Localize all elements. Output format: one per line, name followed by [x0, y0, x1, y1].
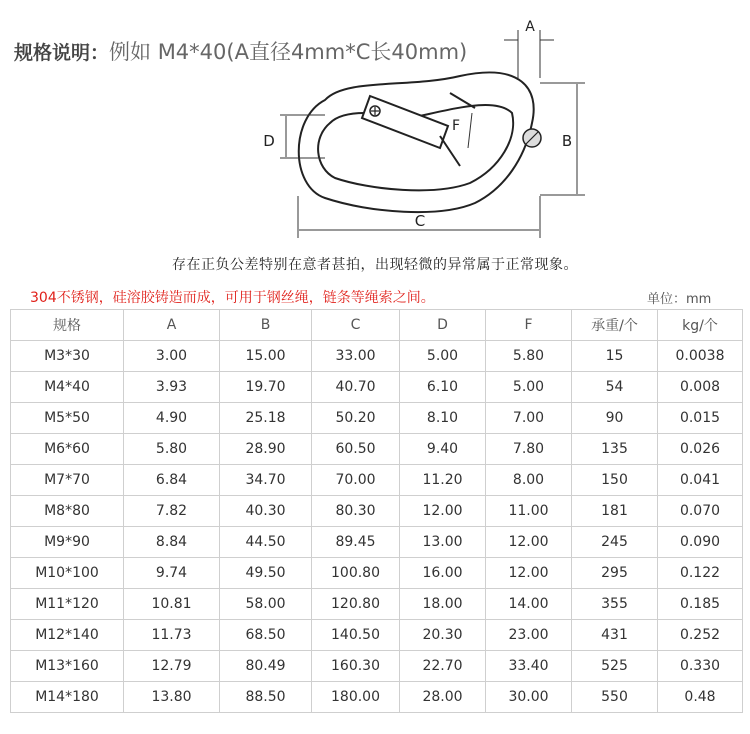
- table-row: [11, 372, 743, 403]
- table-cell: 0.0038: [658, 341, 743, 372]
- table-cell: M11*120: [11, 589, 124, 620]
- table-cell: 90: [572, 403, 658, 434]
- table-cell: 7.80: [486, 434, 572, 465]
- header-cell: 承重/个: [572, 310, 658, 341]
- table-cell: 12.00: [400, 496, 486, 527]
- table-cell: 8.00: [486, 465, 572, 496]
- table-cell: 120.80: [312, 589, 400, 620]
- table-cell: 295: [572, 558, 658, 589]
- material-note: 304不锈钢，硅溶胶铸造而成，可用于钢丝绳，链条等绳索之间。: [30, 290, 435, 306]
- table-cell: 8.84: [124, 527, 220, 558]
- table-cell: 9.74: [124, 558, 220, 589]
- dim-label-c: C: [414, 212, 426, 230]
- table-cell: 33.40: [486, 651, 572, 682]
- header-cell: F: [486, 310, 572, 341]
- table-cell: 30.00: [486, 682, 572, 713]
- table-cell: 7.00: [486, 403, 572, 434]
- table-cell: 19.70: [220, 372, 312, 403]
- table-cell: 13.00: [400, 527, 486, 558]
- table-cell: 7.82: [124, 496, 220, 527]
- table-cell: M9*90: [11, 527, 124, 558]
- table-cell: 12.00: [486, 558, 572, 589]
- table-cell: 11.00: [486, 496, 572, 527]
- table-cell: M6*60: [11, 434, 124, 465]
- table-cell: 525: [572, 651, 658, 682]
- table-row: [11, 465, 743, 496]
- table-row: [11, 341, 743, 372]
- table-cell: 3.00: [124, 341, 220, 372]
- table-cell: 12.00: [486, 527, 572, 558]
- table-cell: 14.00: [486, 589, 572, 620]
- table-cell: 13.80: [124, 682, 220, 713]
- table-cell: 40.70: [312, 372, 400, 403]
- table-row: [11, 589, 743, 620]
- table-cell: 28.90: [220, 434, 312, 465]
- table-cell: 0.070: [658, 496, 743, 527]
- tolerance-note: 存在正负公差特别在意者甚拍，出现轻微的异常属于正常现象。: [172, 257, 578, 273]
- table-cell: 16.00: [400, 558, 486, 589]
- table-cell: 23.00: [486, 620, 572, 651]
- table-cell: 11.20: [400, 465, 486, 496]
- table-cell: 160.30: [312, 651, 400, 682]
- spec-title-label: 规格说明：: [14, 42, 110, 64]
- table-row: [11, 682, 743, 713]
- table-cell: 150: [572, 465, 658, 496]
- table-cell: M13*160: [11, 651, 124, 682]
- table-header-row: [11, 310, 743, 341]
- table-cell: 550: [572, 682, 658, 713]
- table-row: [11, 558, 743, 589]
- table-row: [11, 620, 743, 651]
- table-cell: 0.090: [658, 527, 743, 558]
- table-cell: 58.00: [220, 589, 312, 620]
- dim-label-b: B: [561, 132, 573, 150]
- table-cell: 50.20: [312, 403, 400, 434]
- header-cell: A: [124, 310, 220, 341]
- table-cell: 0.008: [658, 372, 743, 403]
- table-cell: 70.00: [312, 465, 400, 496]
- table-cell: M14*180: [11, 682, 124, 713]
- table-cell: 5.80: [486, 341, 572, 372]
- table-cell: 0.330: [658, 651, 743, 682]
- header-cell: kg/个: [658, 310, 743, 341]
- table-row: [11, 496, 743, 527]
- spec-table: [10, 309, 743, 713]
- table-cell: 18.00: [400, 589, 486, 620]
- table-cell: 5.00: [400, 341, 486, 372]
- header-cell: B: [220, 310, 312, 341]
- table-cell: 0.041: [658, 465, 743, 496]
- dim-label-d: D: [263, 132, 275, 150]
- table-cell: 140.50: [312, 620, 400, 651]
- table-cell: 181: [572, 496, 658, 527]
- header-cell: C: [312, 310, 400, 341]
- table-cell: 6.10: [400, 372, 486, 403]
- carabiner-gate: [362, 96, 448, 148]
- table-cell: 3.93: [124, 372, 220, 403]
- table-cell: 80.30: [312, 496, 400, 527]
- table-row: [11, 403, 743, 434]
- table-cell: M3*30: [11, 341, 124, 372]
- table-cell: 0.015: [658, 403, 743, 434]
- table-cell: 0.185: [658, 589, 743, 620]
- table-cell: 89.45: [312, 527, 400, 558]
- table-cell: 54: [572, 372, 658, 403]
- table-cell: 100.80: [312, 558, 400, 589]
- table-row: [11, 434, 743, 465]
- table-row: [11, 527, 743, 558]
- table-cell: 0.48: [658, 682, 743, 713]
- table-cell: 33.00: [312, 341, 400, 372]
- table-row: [11, 651, 743, 682]
- header-cell: 规格: [11, 310, 124, 341]
- table-cell: 68.50: [220, 620, 312, 651]
- table-cell: 0.026: [658, 434, 743, 465]
- table-cell: 9.40: [400, 434, 486, 465]
- table-cell: M12*140: [11, 620, 124, 651]
- table-cell: 355: [572, 589, 658, 620]
- table-cell: 5.00: [486, 372, 572, 403]
- table-cell: 40.30: [220, 496, 312, 527]
- table-cell: 6.84: [124, 465, 220, 496]
- table-cell: 22.70: [400, 651, 486, 682]
- table-cell: 80.49: [220, 651, 312, 682]
- table-cell: 8.10: [400, 403, 486, 434]
- table-cell: 135: [572, 434, 658, 465]
- table-cell: M4*40: [11, 372, 124, 403]
- table-cell: 11.73: [124, 620, 220, 651]
- table-cell: M5*50: [11, 403, 124, 434]
- table-cell: 5.80: [124, 434, 220, 465]
- table-cell: 180.00: [312, 682, 400, 713]
- carabiner-diagram: [250, 18, 600, 243]
- table-cell: M8*80: [11, 496, 124, 527]
- table-cell: 44.50: [220, 527, 312, 558]
- table-cell: 88.50: [220, 682, 312, 713]
- table-cell: 245: [572, 527, 658, 558]
- table-cell: 28.00: [400, 682, 486, 713]
- table-cell: 15: [572, 341, 658, 372]
- unit-label: 单位：mm: [647, 292, 712, 307]
- table-cell: 60.50: [312, 434, 400, 465]
- table-cell: 0.122: [658, 558, 743, 589]
- spec-title-example: 例如 M4*40(A直径4mm*C长40mm): [109, 40, 468, 64]
- table-cell: 4.90: [124, 403, 220, 434]
- table-cell: 20.30: [400, 620, 486, 651]
- table-cell: 49.50: [220, 558, 312, 589]
- header-cell: D: [400, 310, 486, 341]
- table-cell: 15.00: [220, 341, 312, 372]
- dim-label-a: A: [525, 19, 535, 35]
- table-cell: 431: [572, 620, 658, 651]
- table-cell: M7*70: [11, 465, 124, 496]
- dim-label-f: F: [451, 118, 461, 134]
- table-cell: 0.252: [658, 620, 743, 651]
- table-cell: 25.18: [220, 403, 312, 434]
- table-cell: 12.79: [124, 651, 220, 682]
- table-cell: M10*100: [11, 558, 124, 589]
- table-cell: 10.81: [124, 589, 220, 620]
- table-cell: 34.70: [220, 465, 312, 496]
- table-body: [11, 341, 743, 713]
